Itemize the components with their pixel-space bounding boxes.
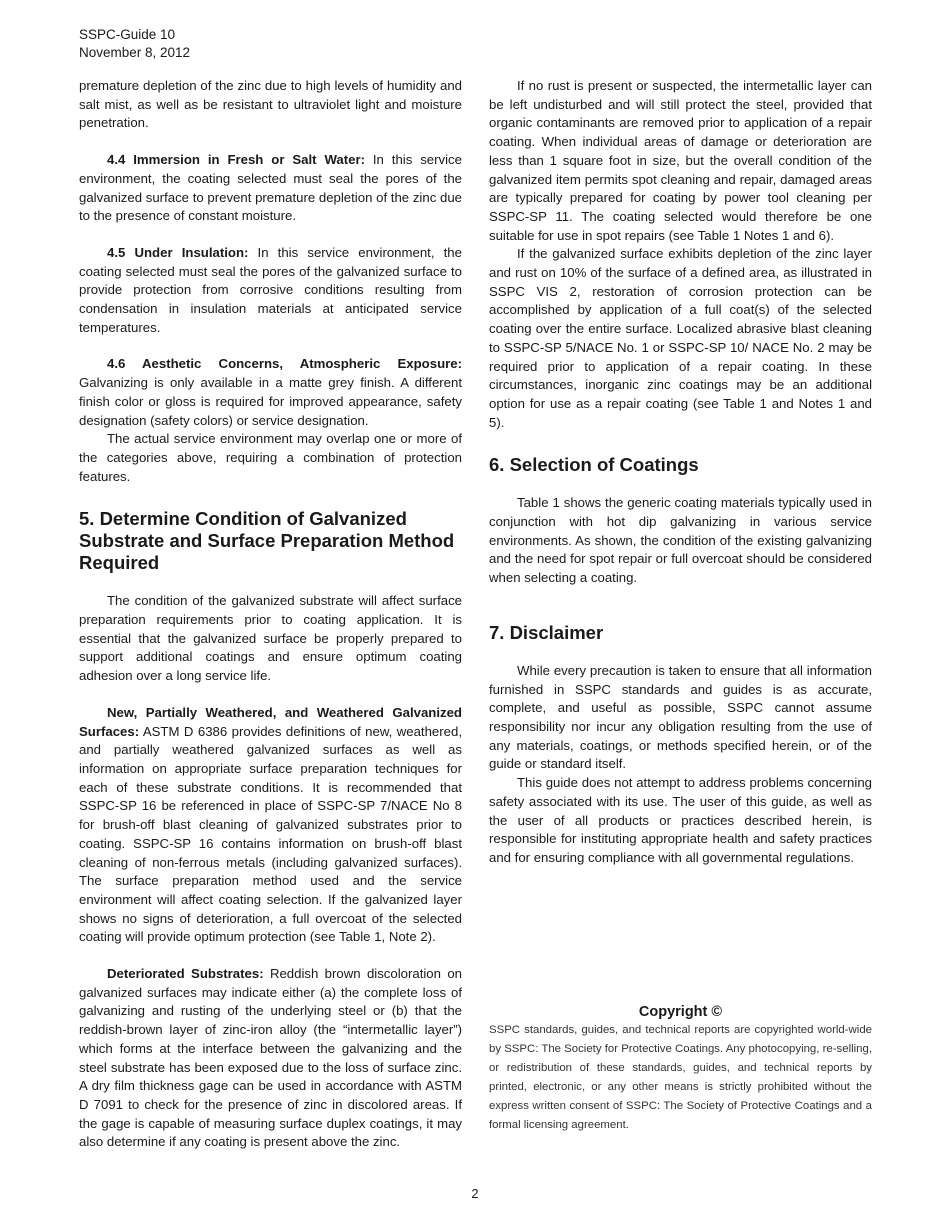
- copyright-block: [489, 1003, 872, 1135]
- document-id: SSPC-Guide 10: [79, 27, 176, 42]
- deteriorated-substrates-paragraph: [79, 965, 462, 1152]
- section-4-4: [79, 151, 462, 226]
- section-4-5-title: 4.5 Under Insulation:: [107, 244, 249, 260]
- section-4-5: [79, 244, 462, 338]
- overlap-paragraph: The actual service environment may overlap one or more of the categories above, requiring a combination of protection features.: [79, 431, 462, 484]
- section-4-5-body: In this service environment, the coating selected must seal the pores of the galvanized surface to provide protection from corrosive conditions resulting from condensation in insulation materials at anticipated service temperatures.: [79, 244, 462, 335]
- disclaimer-paragraph-2: This guide does not attempt to address problems concerning safety associated with its use. The user of this guide, as well as the user of all products or practices described herein, is responsible for instituting appropriate health and safety practices and for ensuring compliance with all governmental regulations.: [489, 775, 872, 865]
- right-column: [489, 77, 872, 868]
- new-surfaces-title: New, Partially Weathered, and Weathered Galvanized Surfaces:: [79, 704, 462, 739]
- section-5-heading: 5. Determine Condition of Galvanized Substrate and Surface Preparation Method Required: [79, 508, 455, 574]
- section-5-intro: The condition of the galvanized substrate will affect surface preparation requirements prior to coating application. It is essential that the galvanized surface be properly prepared to support additional coatings and ensure optimum coating adhesion over a long service life.: [79, 593, 462, 684]
- section-4-6: [79, 355, 462, 430]
- copyright-body: SSPC standards, guides, and technical reports are copyrighted world-wide by SSPC: The Society for Protective Coatings. Any photocopying, re-selling, or redistribution of these standards, guides, and technical reports by printed, electronic, or any other means is strictly prohibited without the express written consent of SSPC: The Society of Protective Coatings and a formal licensing agreement.: [489, 1024, 872, 1131]
- copyright-title: Copyright ©: [638, 1004, 723, 1020]
- new-surfaces-body: ASTM D 6386 provides definitions of new, weathered, and partially weathered galvanized surfaces as well as information on appropriate surface preparation techniques for each of these substrate conditions. It is recommended that SSPC-SP 16 be referenced in place of SSPC-SP 7/NACE No 8 for brush-off blast cleaning of galvanized substrates prior to coating. SSPC-SP 16 contains information on brush-off blast cleaning of non-ferrous metals (including galvanized surfaces). The surface preparation method used and the service environment will affect coating selection. If the galvanized layer shows no signs of deterioration, a full overcoat of the selected coating will provide optimum protection (see Table 1, Note 2).: [79, 723, 462, 945]
- new-surfaces-paragraph: [79, 704, 462, 947]
- deteriorated-substrates-title: Deteriorated Substrates:: [107, 966, 264, 982]
- zinc-depletion-paragraph: If the galvanized surface exhibits depletion of the zinc layer and rust on 10% of the surface of a defined area, as illustrated in SSPC VIS 2, restoration of corrosion protection can be accomplished by application of a full coat(s) of the selected coating over the entire surface. Localized abrasive blast cleaning to SSPC-SP 5/NACE No. 1 or SSPC-SP 10/ NACE No. 2 may be required prior to application of a repair coating. In these circumstances, inorganic zinc coatings may be an additional option for use as a repair coating (see Table 1 and Notes 1 and 5).: [489, 246, 872, 430]
- section-4-6-body: Galvanizing is only available in a matte grey finish. A different finish color or gloss is required for improved appearance, safety designation (safety colors) or service designation.: [79, 375, 462, 428]
- left-column: [79, 77, 462, 1152]
- section-6-paragraph: Table 1 shows the generic coating materials typically used in conjunction with hot dip galvanizing in various service environments. As shown, the condition of the existing galvanizing and the need for spot repair or full overcoat should be considered when selecting a coating.: [489, 495, 872, 586]
- section-4-6-title: 4.6 Aesthetic Concerns, Atmospheric Exposure:: [107, 356, 462, 372]
- deteriorated-substrates-body: Reddish brown discoloration on galvanized surfaces may indicate either (a) the complete loss of galvanizing and rusting of the underlying steel or (b) that the reddish-brown layer of zinc-iron alloy (the “intermetallic layer”) which forms at the interface between the galvanizing and the steel substrate has been exposed due to the loss of surface zinc. A dry film thickness gage can be used in accordance with ASTM D 7091 to check for the presence of zinc in discolored areas. If the gage is capable of measuring surface duplex coatings, it may also determine if any coating is present above the zinc.: [79, 966, 462, 1150]
- section-6-heading: 6. Selection of Coatings: [489, 454, 699, 476]
- page-number: 2: [471, 1186, 479, 1201]
- page-header: [79, 26, 190, 62]
- section-7-heading: 7. Disclaimer: [489, 621, 604, 643]
- section-4-4-body: In this service environment, the coating selected must seal the pores of the galvanized surface to prevent premature depletion of the zinc due to the presence of constant moisture.: [79, 152, 462, 224]
- disclaimer-paragraph-1: While every precaution is taken to ensure that all information furnished in SSPC standards and guides is as accurate, complete, and useful as possible, SSPC cannot assume responsibility nor incur any obligation resulting from the use of any materials, coatings, or methods specified herein, or of the guide or standard itself.: [489, 662, 872, 772]
- continued-paragraph: premature depletion of the zinc due to high levels of humidity and salt mist, as well as be resistant to ultraviolet light and moisture penetration.: [79, 78, 462, 131]
- section-4-4-title: 4.4 Immersion in Fresh or Salt Water:: [107, 152, 365, 168]
- no-rust-paragraph: If no rust is present or suspected, the intermetallic layer can be left undisturbed and will still protect the steel, provided that organic contaminants are removed prior to application of a repair coating. When individual areas of damage or deterioration are less than 1 square foot in size, but the overall condition of the galvanized item permits spot cleaning and repair, damaged areas are typically prepared for coating by power tool cleaning per SSPC-SP 11. The coating selected would therefore be one suitable for use in spot repairs (see Table 1 Notes 1 and 6).: [489, 78, 872, 243]
- document-date: November 8, 2012: [79, 45, 191, 60]
